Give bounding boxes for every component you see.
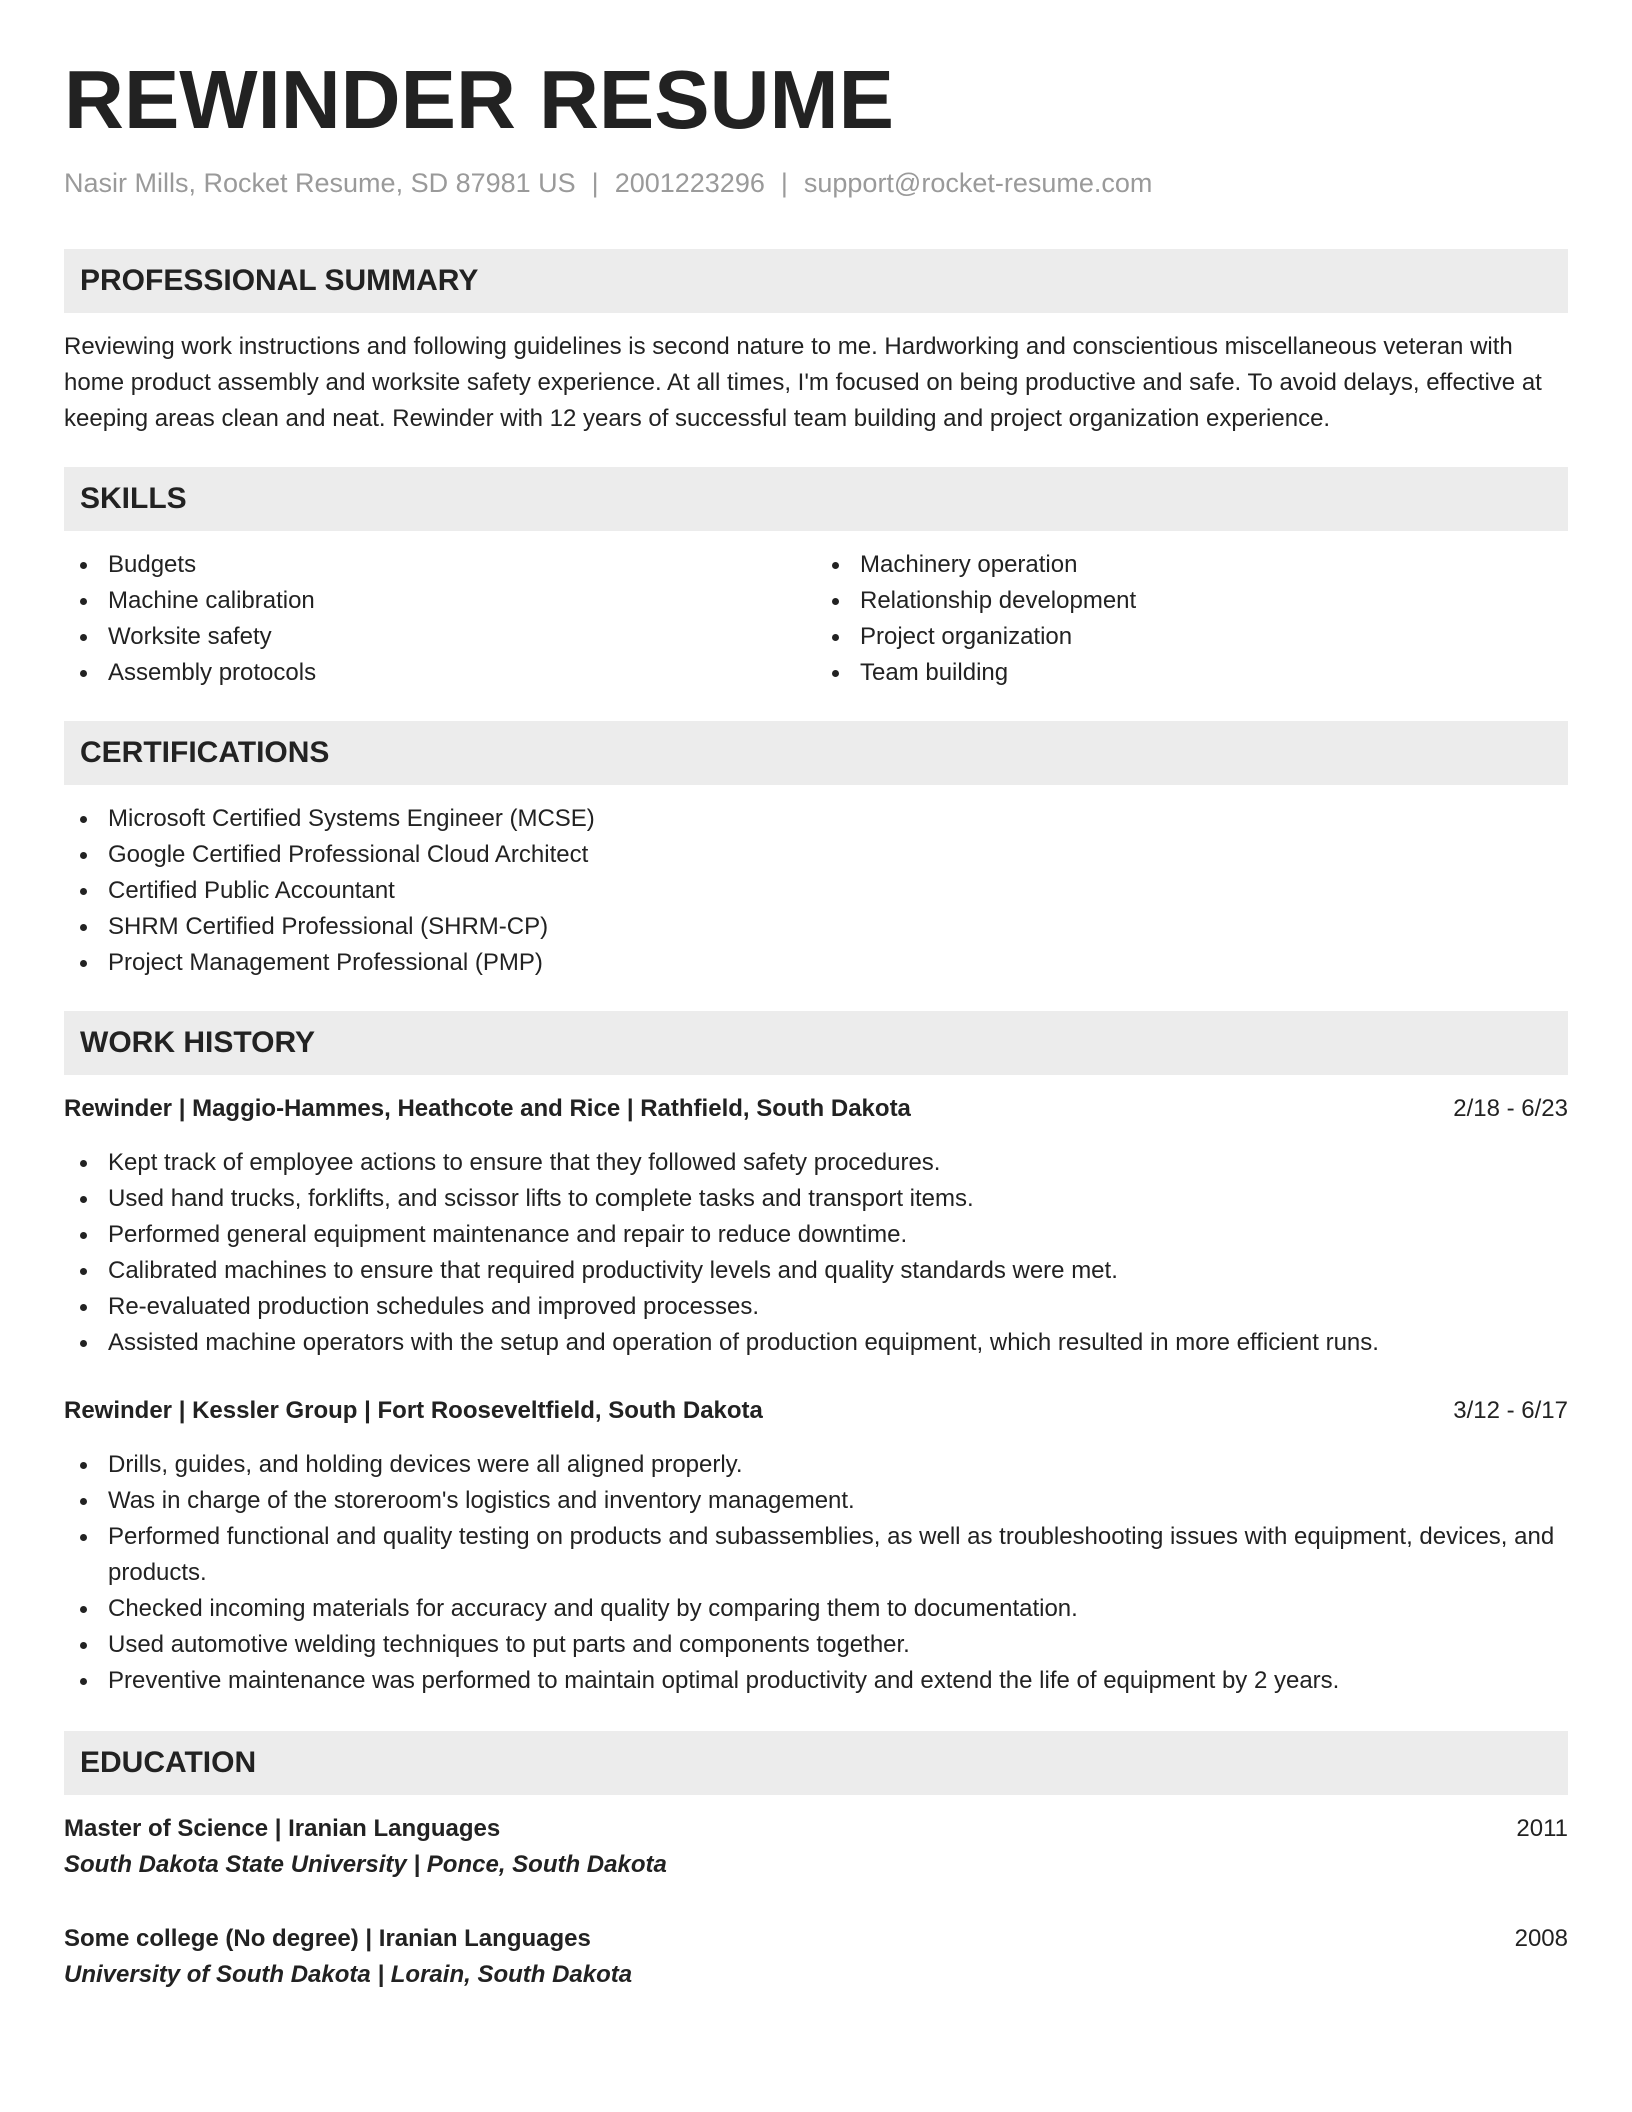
certification-item: Google Certified Professional Cloud Architect bbox=[64, 837, 1568, 873]
resume-title: REWINDER RESUME bbox=[64, 53, 895, 146]
job-duty: Re-evaluated production schedules and improved processes. bbox=[64, 1289, 1568, 1325]
job-duty: Kept track of employee actions to ensure that they followed safety procedures. bbox=[64, 1145, 1568, 1181]
summary-text: Reviewing work instructions and following guidelines is second nature to me. Hardworking and conscientious miscellaneous veteran with home product assembly and worksite safety experience. At all times, I'm focused on being productive and safe. To avoid delays, effective at keeping areas clean and neat. Rewinder with 12 years of successful team building and project organization experience. bbox=[64, 333, 1542, 433]
section-heading-certifications: CERTIFICATIONS bbox=[64, 721, 1568, 785]
skill-item: Worksite safety bbox=[64, 619, 816, 655]
skills-list-left bbox=[64, 547, 816, 691]
job-duty: Was in charge of the storeroom's logistics and inventory management. bbox=[64, 1483, 1568, 1519]
education-year: 2011 bbox=[1516, 1815, 1568, 1843]
education-header bbox=[64, 1811, 1568, 1847]
job-duty: Preventive maintenance was performed to maintain optimal productivity and extend the life of equipment by 2 years. bbox=[64, 1663, 1568, 1699]
job-duty: Calibrated machines to ensure that required productivity levels and quality standards were met. bbox=[64, 1253, 1568, 1289]
contact-line bbox=[64, 167, 1568, 199]
skill-item: Machine calibration bbox=[64, 583, 816, 619]
certification-item: Project Management Professional (PMP) bbox=[64, 945, 1568, 981]
skill-item: Relationship development bbox=[816, 583, 1568, 619]
education-header bbox=[64, 1921, 1568, 1957]
skill-item: Budgets bbox=[64, 547, 816, 583]
contact-phone: 2001223296 bbox=[614, 168, 765, 198]
skill-item: Machinery operation bbox=[816, 547, 1568, 583]
job-header bbox=[64, 1091, 1568, 1127]
job-duty: Checked incoming materials for accuracy and quality by comparing them to documentation. bbox=[64, 1591, 1568, 1627]
job-dates: 2/18 - 6/23 bbox=[1453, 1095, 1568, 1123]
job-duty: Assisted machine operators with the setup and operation of production equipment, which resulted in more efficient runs. bbox=[64, 1325, 1568, 1361]
education-degree: Some college (No degree) | Iranian Languages bbox=[64, 1925, 591, 1953]
job-duty: Drills, guides, and holding devices were all aligned properly. bbox=[64, 1447, 1568, 1483]
job-dates: 3/12 - 6/17 bbox=[1453, 1397, 1568, 1425]
contact-email: support@rocket-resume.com bbox=[803, 168, 1153, 198]
job-entry bbox=[64, 1091, 1568, 1361]
education-entry bbox=[64, 1811, 1568, 1883]
job-header bbox=[64, 1393, 1568, 1429]
certifications-list bbox=[64, 801, 1568, 981]
education-school: University of South Dakota | Lorain, South Dakota bbox=[64, 1961, 633, 1989]
skills-list-right bbox=[816, 547, 1568, 691]
contact-separator: | bbox=[591, 168, 599, 198]
section-heading-education: EDUCATION bbox=[64, 1731, 1568, 1795]
education-degree: Master of Science | Iranian Languages bbox=[64, 1815, 501, 1843]
section-heading-summary: PROFESSIONAL SUMMARY bbox=[64, 249, 1568, 313]
job-duties-list bbox=[64, 1145, 1568, 1361]
job-duty: Used automotive welding techniques to put parts and components together. bbox=[64, 1627, 1568, 1663]
job-duty: Used hand trucks, forklifts, and scissor lifts to complete tasks and transport items. bbox=[64, 1181, 1568, 1217]
education-entry bbox=[64, 1921, 1568, 1993]
skill-item: Assembly protocols bbox=[64, 655, 816, 691]
skills-column-left bbox=[64, 547, 816, 691]
job-duties-list bbox=[64, 1447, 1568, 1699]
contact-address: Nasir Mills, Rocket Resume, SD 87981 US bbox=[64, 168, 576, 198]
job-title: Rewinder | Kessler Group | Fort Rooseveltfield, South Dakota bbox=[64, 1397, 763, 1425]
skill-item: Project organization bbox=[816, 619, 1568, 655]
education-year: 2008 bbox=[1514, 1925, 1568, 1953]
education-school: South Dakota State University | Ponce, South Dakota bbox=[64, 1851, 667, 1879]
job-title: Rewinder | Maggio-Hammes, Heathcote and Rice | Rathfield, South Dakota bbox=[64, 1095, 911, 1123]
certification-item: Microsoft Certified Systems Engineer (MCSE) bbox=[64, 801, 1568, 837]
skill-item: Team building bbox=[816, 655, 1568, 691]
section-heading-work-history: WORK HISTORY bbox=[64, 1011, 1568, 1075]
job-duty: Performed general equipment maintenance and repair to reduce downtime. bbox=[64, 1217, 1568, 1253]
skills-column-right bbox=[816, 547, 1568, 691]
contact-separator: | bbox=[780, 168, 788, 198]
certification-item: SHRM Certified Professional (SHRM-CP) bbox=[64, 909, 1568, 945]
job-duty: Performed functional and quality testing on products and subassemblies, as well as troubleshooting issues with equipment, devices, and products. bbox=[64, 1519, 1568, 1591]
job-entry bbox=[64, 1393, 1568, 1699]
section-heading-skills: SKILLS bbox=[64, 467, 1568, 531]
skills-grid bbox=[64, 547, 1568, 691]
certification-item: Certified Public Accountant bbox=[64, 873, 1568, 909]
